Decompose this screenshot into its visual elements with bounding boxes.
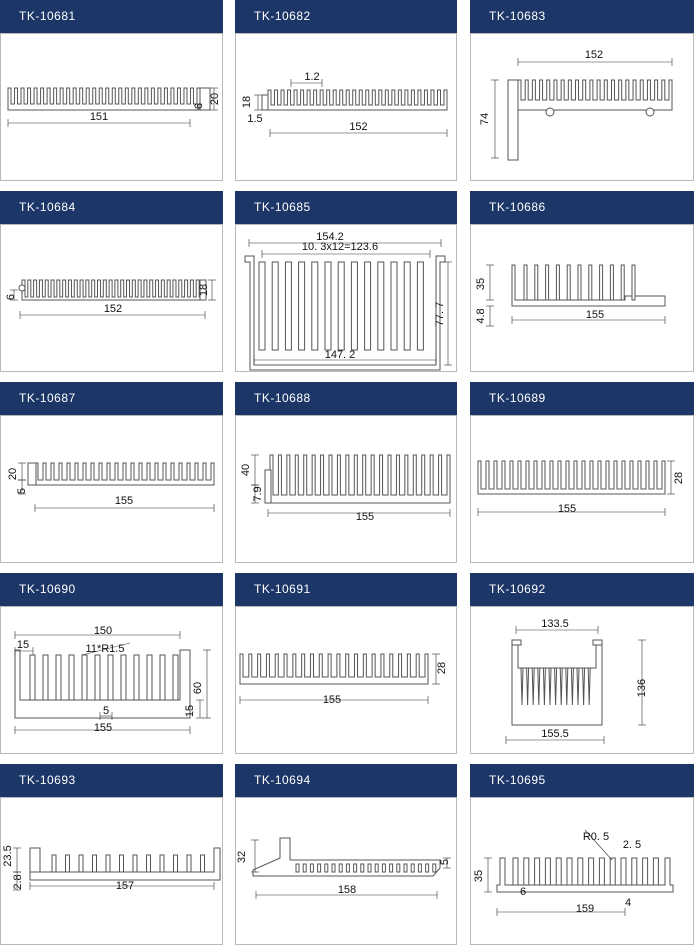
end-bead xyxy=(19,285,25,291)
fin xyxy=(325,262,331,350)
fin xyxy=(108,655,113,700)
end-flange xyxy=(28,463,36,485)
fin xyxy=(390,864,393,872)
profile-code: TK-10683 xyxy=(470,0,694,33)
dimension-label: 1.2 xyxy=(304,71,320,83)
dimension-label: 20 xyxy=(209,92,221,106)
profile-code: TK-10684 xyxy=(0,191,223,224)
fin xyxy=(621,265,624,300)
profile-drawing xyxy=(241,71,447,137)
profile-drawing xyxy=(2,845,220,892)
dimension-label: 40 xyxy=(240,463,252,477)
profile-code: TK-10692 xyxy=(470,573,694,606)
fin xyxy=(567,265,570,300)
dimension-label: 155 xyxy=(93,722,113,734)
fin xyxy=(325,864,328,872)
fin xyxy=(120,855,124,872)
dimension-label: 6 xyxy=(519,886,527,898)
dimension-label: 35 xyxy=(473,869,485,883)
fin xyxy=(312,262,318,350)
end-flange xyxy=(262,95,268,110)
fin xyxy=(56,655,61,700)
profile-drawing xyxy=(15,625,211,734)
dimension-label: 1.5 xyxy=(247,113,263,125)
dimension-label: 158 xyxy=(337,884,357,896)
dimension-label: 150 xyxy=(93,625,113,637)
fin xyxy=(346,864,349,872)
fin xyxy=(513,858,518,885)
heatsink-profile xyxy=(22,280,205,300)
profile-code: TK-10691 xyxy=(235,573,457,606)
fin xyxy=(259,262,265,350)
mounting-groove xyxy=(546,108,554,116)
fin xyxy=(121,655,126,700)
dimension-label: 136 xyxy=(636,678,648,698)
profile-drawing xyxy=(475,265,665,326)
dimension-label: 147. 2 xyxy=(324,349,356,361)
fin xyxy=(578,858,583,885)
dimension-label: 15 xyxy=(184,704,196,718)
dimension-label: 152 xyxy=(103,303,123,315)
fin xyxy=(354,864,357,872)
profile-code: TK-10693 xyxy=(0,764,223,797)
fin xyxy=(201,855,205,872)
fin xyxy=(351,262,357,350)
fin xyxy=(632,858,637,885)
fin xyxy=(411,864,414,872)
dimension-label: 152 xyxy=(349,121,368,133)
dimension-label: 155 xyxy=(557,503,577,515)
fin xyxy=(535,858,540,885)
fin xyxy=(69,655,74,700)
fillet-radius-label: R0. 5 xyxy=(582,831,610,843)
fin xyxy=(160,855,164,872)
dimension-label: 28 xyxy=(436,661,448,675)
fin xyxy=(632,265,635,300)
profile-drawing xyxy=(240,455,450,523)
fin xyxy=(621,858,626,885)
fin xyxy=(382,864,385,872)
fin xyxy=(391,262,397,350)
fin xyxy=(524,265,527,300)
fin xyxy=(610,858,615,885)
fin xyxy=(303,864,306,872)
end-flange xyxy=(265,470,271,503)
profile-code: TK-10681 xyxy=(0,0,223,33)
fin xyxy=(299,262,305,350)
dimension-label: 4.8 xyxy=(475,308,487,324)
fin xyxy=(599,858,604,885)
fin xyxy=(378,262,384,350)
fin xyxy=(52,855,56,872)
dimension-label: 20 xyxy=(7,467,19,481)
fin xyxy=(426,864,429,872)
dimension-label: 2. 5 xyxy=(622,839,642,851)
profile-drawing xyxy=(479,49,672,160)
profile-code: TK-10690 xyxy=(0,573,223,606)
dimension-label: 35 xyxy=(475,277,487,291)
dimension-label: 60 xyxy=(192,681,204,695)
fin xyxy=(285,262,291,350)
heatsink-profile xyxy=(478,461,665,494)
dimension-label: 155 xyxy=(585,309,605,321)
profile-code: TK-10688 xyxy=(235,382,457,415)
fin xyxy=(524,858,529,885)
dimension-label: 5 xyxy=(16,487,28,495)
fin xyxy=(589,265,592,300)
vertical-plate xyxy=(508,80,518,160)
fin xyxy=(173,655,178,700)
fin xyxy=(600,265,603,300)
fin xyxy=(556,858,561,885)
fin xyxy=(134,655,139,700)
fin xyxy=(318,864,321,872)
profile-code: TK-10689 xyxy=(470,382,694,415)
fin xyxy=(82,655,87,700)
profile-drawing xyxy=(478,461,685,516)
fin xyxy=(397,864,400,872)
profile-drawing xyxy=(245,231,452,370)
dimension-label: 28 xyxy=(673,471,685,485)
fin xyxy=(653,858,658,885)
fin xyxy=(339,864,342,872)
fin xyxy=(93,855,97,872)
fin xyxy=(375,864,378,872)
fin xyxy=(332,864,335,872)
profile-drawing xyxy=(236,838,451,899)
fin xyxy=(95,655,100,700)
profile-code: TK-10687 xyxy=(0,382,223,415)
dimension-label: 23.5 xyxy=(2,845,14,867)
dimension-label: 74 xyxy=(479,112,491,126)
mounting-groove xyxy=(646,108,654,116)
heatsink-profile xyxy=(270,455,450,503)
end-flange xyxy=(30,848,40,872)
dimension-label: 15 xyxy=(16,639,30,651)
dimension-label: 10. 3x12=123.6 xyxy=(301,241,379,253)
profile-drawing xyxy=(240,654,448,706)
fin xyxy=(368,864,371,872)
dimension-label: 155 xyxy=(355,511,375,523)
profile-drawing xyxy=(8,88,221,127)
dimension-label: 159 xyxy=(575,903,595,915)
fin xyxy=(404,864,407,872)
fin xyxy=(272,262,278,350)
fin xyxy=(187,855,191,872)
heatsink-profile xyxy=(268,90,447,110)
fin xyxy=(310,864,313,872)
dimension-label: 154.2 xyxy=(316,231,344,243)
profile-drawing xyxy=(5,280,216,319)
profile-code: TK-10682 xyxy=(235,0,457,33)
fin xyxy=(43,655,48,700)
profile-code: TK-10685 xyxy=(235,191,457,224)
dimension-label: 7.9 xyxy=(252,486,264,502)
fin xyxy=(535,265,538,300)
fin xyxy=(578,265,581,300)
profile-code: TK-10686 xyxy=(470,191,694,224)
fillet-radius-label: 11*R1.5 xyxy=(85,643,125,655)
fin xyxy=(643,858,648,885)
fin xyxy=(417,262,423,350)
fin xyxy=(567,858,572,885)
heatsink-profile xyxy=(518,80,672,110)
dimension-label: 6 xyxy=(193,102,205,110)
profile-code: TK-10695 xyxy=(470,764,694,797)
fin xyxy=(404,262,410,350)
dimension-label: 6 xyxy=(5,293,17,301)
fin xyxy=(610,265,613,300)
heatsink-profile xyxy=(35,463,214,485)
fin xyxy=(147,655,152,700)
fin xyxy=(546,265,549,300)
profile-code: TK-10694 xyxy=(235,764,457,797)
fin xyxy=(30,655,35,700)
profile-drawing xyxy=(473,830,673,916)
dimension-label: 18 xyxy=(198,283,210,297)
fin xyxy=(66,855,70,872)
heatsink-profile xyxy=(240,654,428,684)
dimension-label: 18 xyxy=(241,95,253,109)
fin xyxy=(433,864,436,872)
fin xyxy=(106,855,110,872)
dimension-label: 151 xyxy=(89,111,109,123)
dimension-label: 155 xyxy=(114,495,134,507)
dimension-label: 157 xyxy=(115,880,135,892)
fin xyxy=(545,858,550,885)
fin xyxy=(160,655,165,700)
lip xyxy=(593,640,602,645)
dimension-label: 5 xyxy=(439,858,451,866)
fin xyxy=(589,858,594,885)
dimension-label: 2.8 xyxy=(12,874,24,890)
lip xyxy=(512,640,521,645)
fin xyxy=(79,855,83,872)
fin xyxy=(418,864,421,872)
fin xyxy=(365,262,371,350)
profile-drawing xyxy=(7,463,214,512)
heatsink-profile xyxy=(8,88,200,110)
dimension-label: 152 xyxy=(584,49,604,61)
fin xyxy=(338,262,344,350)
fin xyxy=(133,855,137,872)
dimension-label: 4 xyxy=(624,897,632,909)
dimension-label: 155 xyxy=(322,694,342,706)
fin xyxy=(174,855,178,872)
fin xyxy=(147,855,151,872)
profile-drawing xyxy=(506,618,654,744)
dimension-label: 77. 7 xyxy=(434,301,446,327)
fin xyxy=(296,864,299,872)
dimension-label: 155.5 xyxy=(541,728,569,740)
dimension-label: 133.5 xyxy=(541,618,569,630)
dimension-label: 5 xyxy=(102,705,110,717)
dimension-label: 32 xyxy=(236,850,248,864)
fin xyxy=(556,265,559,300)
fin xyxy=(361,864,364,872)
